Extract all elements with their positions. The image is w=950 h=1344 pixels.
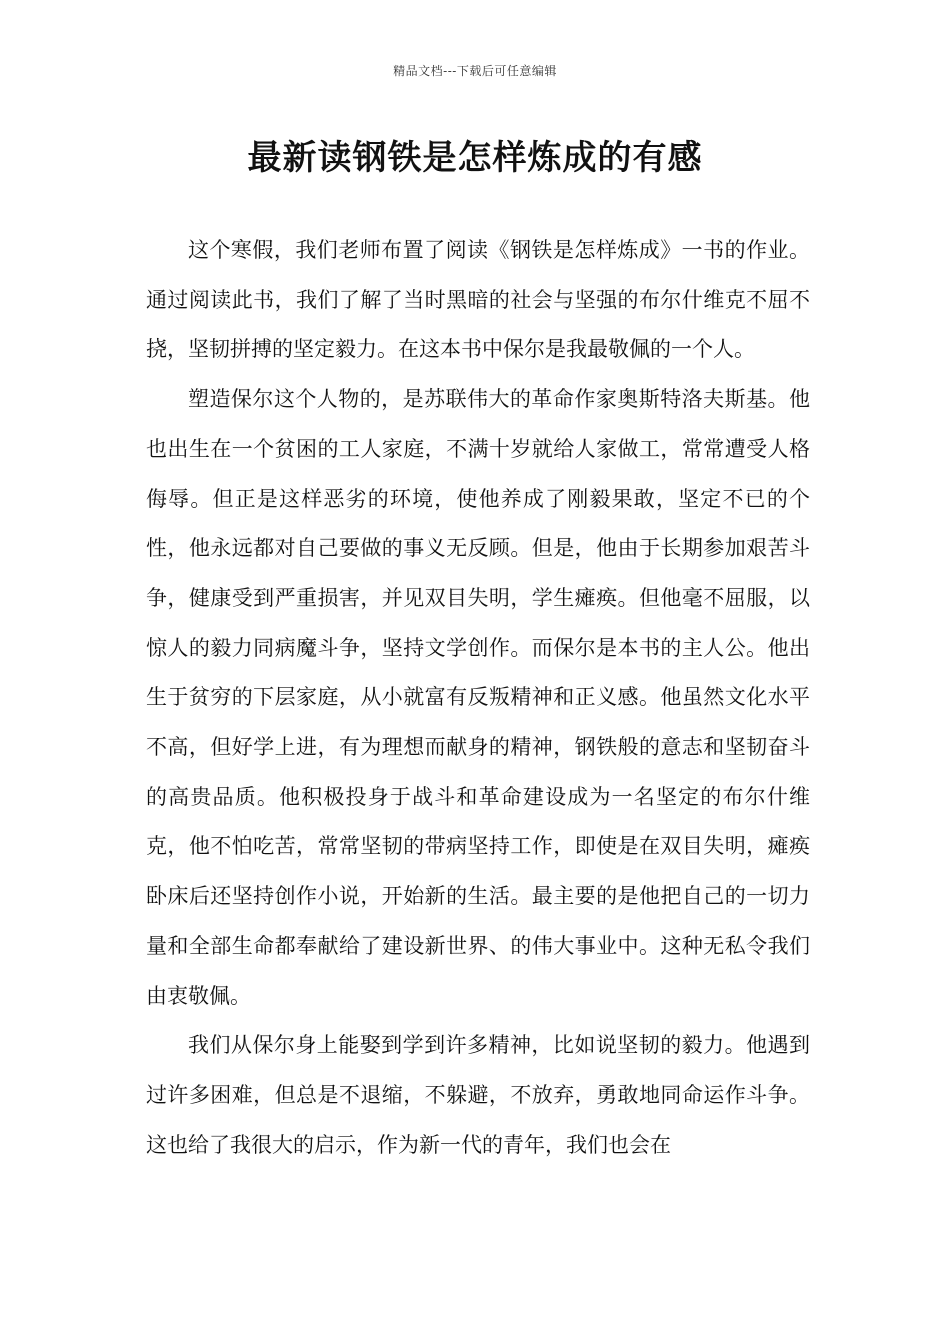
body-paragraph: 这个寒假，我们老师布置了阅读《钢铁是怎样炼成》一书的作业。通过阅读此书，我们了解了当时黑暗的社会与坚强的布尔什维克不屈不挠，坚韧拼搏的坚定毅力。在这本书中保尔是我最敬佩的一个人。 — [146, 238, 810, 362]
document-header-note: 精品文档---下载后可任意编辑 — [393, 64, 557, 78]
body-paragraph: 塑造保尔这个人物的，是苏联伟大的革命作家奥斯特洛夫斯基。他也出生在一个贫困的工人家庭，不满十岁就给人家做工，常常遭受人格侮辱。但正是这样恶劣的环境，使他养成了刚毅果敢，坚定不已的个性，他永远都对自己要做的事义无反顾。但是，他由于长期参加艰苦斗争，健康受到严重损害，并见双目失明，学生瘫痪。但他毫不屈服，以惊人的毅力同病魔斗争，坚持文学创作。而保尔是本书的主人公。他出生于贫穷的下层家庭，从小就富有反叛精神和正义感。他虽然文化水平不高，但好学上进，有为理想而献身的精神，钢铁般的意志和坚韧奋斗的高贵品质。他积极投身于战斗和革命建设成为一名坚定的布尔什维克，他不怕吃苦，常常坚韧的带病坚持工作，即使是在双目失明，瘫痪卧床后还坚持创作小说，开始新的生活。最主要的是他把自己的一切力量和全部生命都奉献给了建设新世界、的伟大事业中。这种无私令我们由衷敬佩。 — [146, 387, 810, 1008]
body-paragraph: 我们从保尔身上能娶到学到许多精神，比如说坚韧的毅力。他遇到过许多困难，但总是不退缩，不躲避，不放弃，勇敢地同命运作斗争。这也给了我很大的启示，作为新一代的青年，我们也会在 — [146, 1033, 810, 1157]
document-title: 最新读钢铁是怎样炼成的有感 — [247, 138, 703, 178]
document-body — [146, 226, 810, 1170]
